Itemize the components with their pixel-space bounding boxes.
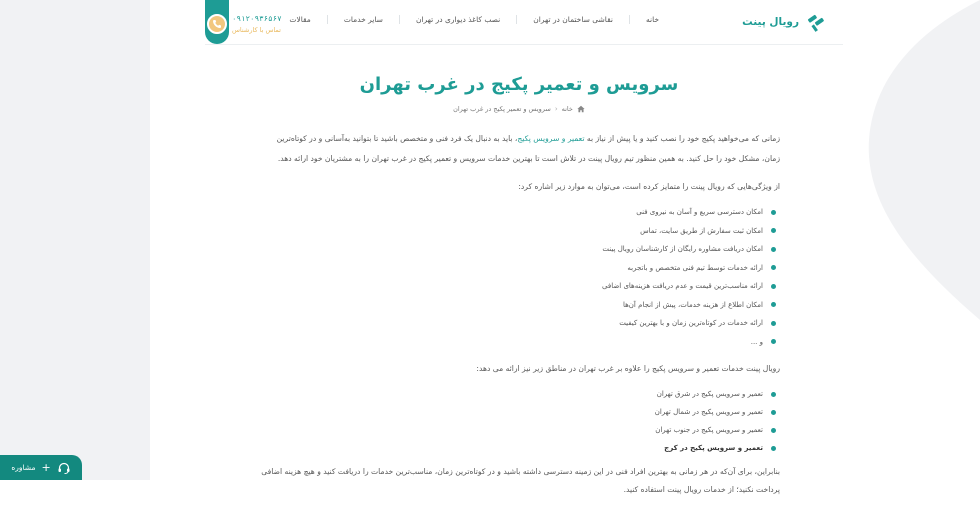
list-item-text: امکان دریافت مشاوره رایگان از کارشناسان رویال پینت xyxy=(602,245,763,253)
contact-text xyxy=(232,14,287,34)
closing-paragraph: بنابراین، برای آن‌که در هر زمانی به بهترین افراد فنی در این زمینه دسترسی داشته باشید و در کوتاه‌ترین زمان، مناسب‌ترین خدمات را دریافت کنید و هیچ هزینه اضافی پرداخت نکنید؛ از خدمات رویال پینت استفاده کنید. xyxy=(261,467,780,494)
headset-icon xyxy=(57,461,71,475)
list-item-text: و ... xyxy=(750,337,763,346)
list-item-text: امکان دسترسی سریع و آسان به نیروی فنی xyxy=(636,208,763,216)
breadcrumb-home[interactable]: خانه xyxy=(561,105,573,113)
area-link-east[interactable]: تعمیر و سرویس پکیج در شرق تهران xyxy=(656,390,763,398)
list-item xyxy=(258,259,776,278)
nav-item-building-painting[interactable]: نقاشی ساختمان در تهران xyxy=(516,15,629,24)
list-item xyxy=(258,385,776,403)
logo-text: رویال پینت xyxy=(742,16,799,28)
bullet-icon xyxy=(771,228,776,233)
list-item xyxy=(258,314,776,333)
list-item xyxy=(258,240,776,259)
breadcrumb xyxy=(258,105,780,113)
area-link-north[interactable]: تعمیر و سرویس پکیج در شمال تهران xyxy=(654,408,763,416)
phone-glyph xyxy=(212,19,222,29)
phone-icon[interactable] xyxy=(207,14,227,34)
list-item xyxy=(258,403,776,421)
intro-paragraph xyxy=(258,129,780,169)
breadcrumb-current: سرویس و تعمیر پکیج در غرب تهران xyxy=(453,105,551,113)
article xyxy=(258,60,780,507)
list-item xyxy=(258,439,776,457)
intro-link[interactable]: تعمیر و سرویس پکیج xyxy=(517,134,585,143)
area-link-south[interactable]: تعمیر و سرویس پکیج در جنوب تهران xyxy=(655,426,763,434)
features-list xyxy=(258,203,780,351)
bullet-icon xyxy=(771,284,776,289)
main-nav xyxy=(273,15,675,24)
intro-text-end: ، باید به دنبال یک فرد فنی و متخصص باشید تا بتوانید به‌آسانی و در کوتاه‌ترین زمان، مشکل خود را حل کنید. به همین منظور تیم رویال پینت در تلاش است تا بهترین خدمات سرویس و تعمیر پکیج در غرب تهران را به مشتریان خود ارائه دهد. xyxy=(276,134,780,163)
bullet-icon xyxy=(771,410,776,415)
areas-intro: رویال پینت خدمات تعمیر و سرویس پکیج را علاوه بر غرب تهران در مناطق زیر نیز ارائه می دهد: xyxy=(476,364,780,373)
nav-item-other-services[interactable]: سایر خدمات xyxy=(327,15,399,24)
nav-item-wallpaper[interactable]: نصب کاغذ دیواری در تهران xyxy=(399,15,516,24)
plus-icon: + xyxy=(41,461,51,474)
list-item xyxy=(258,277,776,296)
bullet-icon xyxy=(771,392,776,397)
consult-button[interactable] xyxy=(0,455,82,480)
list-item-text: ارائه خدمات توسط تیم فنی متخصص و باتجربه xyxy=(627,263,763,272)
features-intro: از ویژگی‌هایی که رویال پینت را متمایز کرده است، می‌توان به موارد زیر اشاره کرد: xyxy=(518,182,780,191)
bullet-icon xyxy=(771,321,776,326)
left-background-panel xyxy=(0,0,150,480)
page-title: سرویس و تعمیر پکیج در غرب تهران xyxy=(359,74,679,95)
logo[interactable] xyxy=(742,9,829,35)
list-item xyxy=(258,222,776,241)
bullet-icon xyxy=(771,446,776,451)
breadcrumb-separator-icon: ‹ xyxy=(554,105,558,113)
list-item-text: امکان اطلاع از هزینه خدمات، پیش از انجام آن‌ها xyxy=(622,300,763,309)
list-item xyxy=(258,296,776,315)
bullet-icon xyxy=(771,247,776,252)
contact-block[interactable] xyxy=(205,0,295,44)
list-item-text: امکان ثبت سفارش از طریق سایت، تماس xyxy=(640,226,763,235)
site-header xyxy=(205,0,843,45)
bullet-icon xyxy=(771,339,776,344)
consult-label: مشاوره xyxy=(11,463,36,472)
nav-item-home[interactable]: خانه xyxy=(629,15,675,24)
phone-label: تماس با کارشناس xyxy=(232,26,281,34)
areas-list xyxy=(258,385,780,457)
bullet-icon xyxy=(771,265,776,270)
bullet-icon xyxy=(771,302,776,307)
list-item xyxy=(258,333,776,352)
intro-text-start: زمانی که می‌خواهید پکیج خود را نصب کنید و یا پیش از نیاز به xyxy=(584,134,780,143)
bullet-icon xyxy=(771,210,776,215)
bullet-icon xyxy=(771,428,776,433)
list-item-text: ارائه خدمات در کوتاه‌ترین زمان و با بهترین کیفیت xyxy=(619,319,763,327)
home-icon[interactable] xyxy=(577,105,585,113)
decorative-curve xyxy=(800,0,980,320)
list-item xyxy=(258,421,776,439)
list-item xyxy=(258,203,776,222)
nav-item-articles[interactable]: مقالات xyxy=(289,15,311,24)
area-link-karaj[interactable]: تعمیر و سرویس پکیج در کرج xyxy=(664,444,763,452)
list-item-text: ارائه مناسب‌ترین قیمت و عدم دریافت هزینه‌های اضافی xyxy=(602,282,763,290)
phone-number[interactable]: ۰۹۱۲۰۹۳۶۵۶۷ xyxy=(232,14,282,23)
logo-icon xyxy=(805,10,829,34)
